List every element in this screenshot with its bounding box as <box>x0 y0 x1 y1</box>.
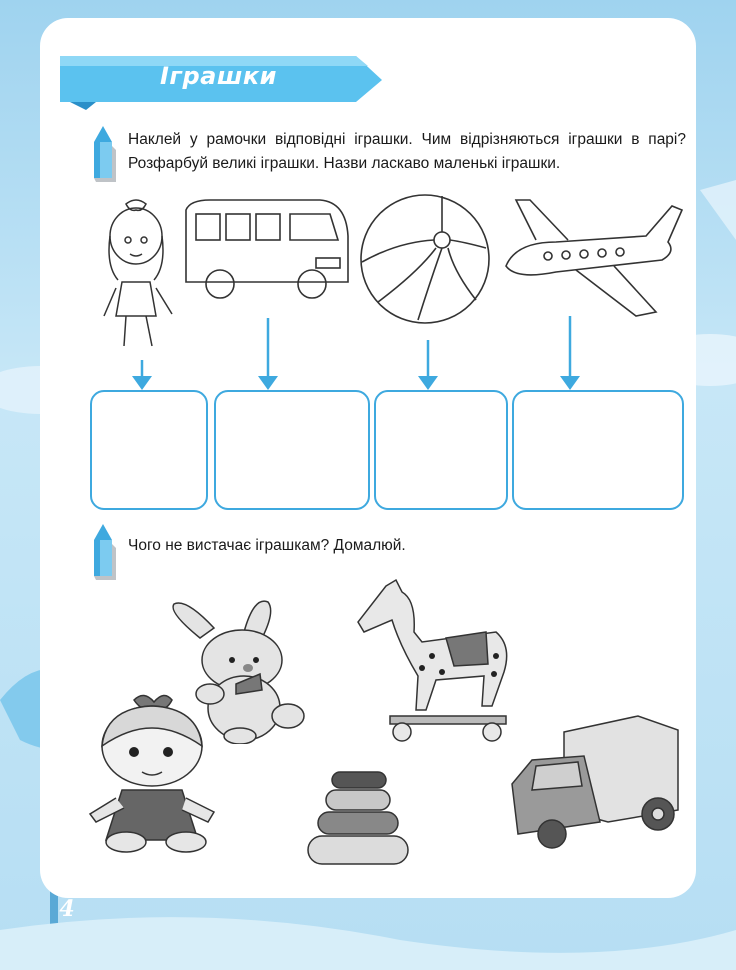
stacking-rings-icon <box>304 768 412 868</box>
pencil-icon <box>90 524 116 580</box>
ball-icon <box>358 192 492 326</box>
task2-instruction: Чого не вистачає іграшкам? Домалюй. <box>128 537 406 554</box>
truck-icon <box>508 712 686 852</box>
airplane-icon <box>496 196 684 320</box>
bus-icon <box>180 196 354 302</box>
arrow-down-icon <box>558 316 582 392</box>
arrow-down-icon <box>256 318 280 392</box>
sticker-frame-doll[interactable] <box>90 390 208 510</box>
doll-icon <box>96 196 180 352</box>
doll-icon <box>86 690 222 854</box>
rocking-horse-icon <box>356 576 516 746</box>
arrow-down-icon <box>416 340 440 392</box>
arrow-down-icon <box>130 360 154 392</box>
sticker-frame-bus[interactable] <box>214 390 370 510</box>
section-title: Іграшки <box>160 62 277 90</box>
sticker-frame-airplane[interactable] <box>512 390 684 510</box>
page-number: 4 <box>59 896 75 922</box>
pencil-icon <box>90 126 116 182</box>
sticker-frame-ball[interactable] <box>374 390 508 510</box>
task1-instruction: Наклей у рамочки відповідні іграшки. Чим відрізняються іграшки в парі? Розфарбуй великі іграшки. Назви ласкаво маленькі іграшки. <box>128 131 686 172</box>
